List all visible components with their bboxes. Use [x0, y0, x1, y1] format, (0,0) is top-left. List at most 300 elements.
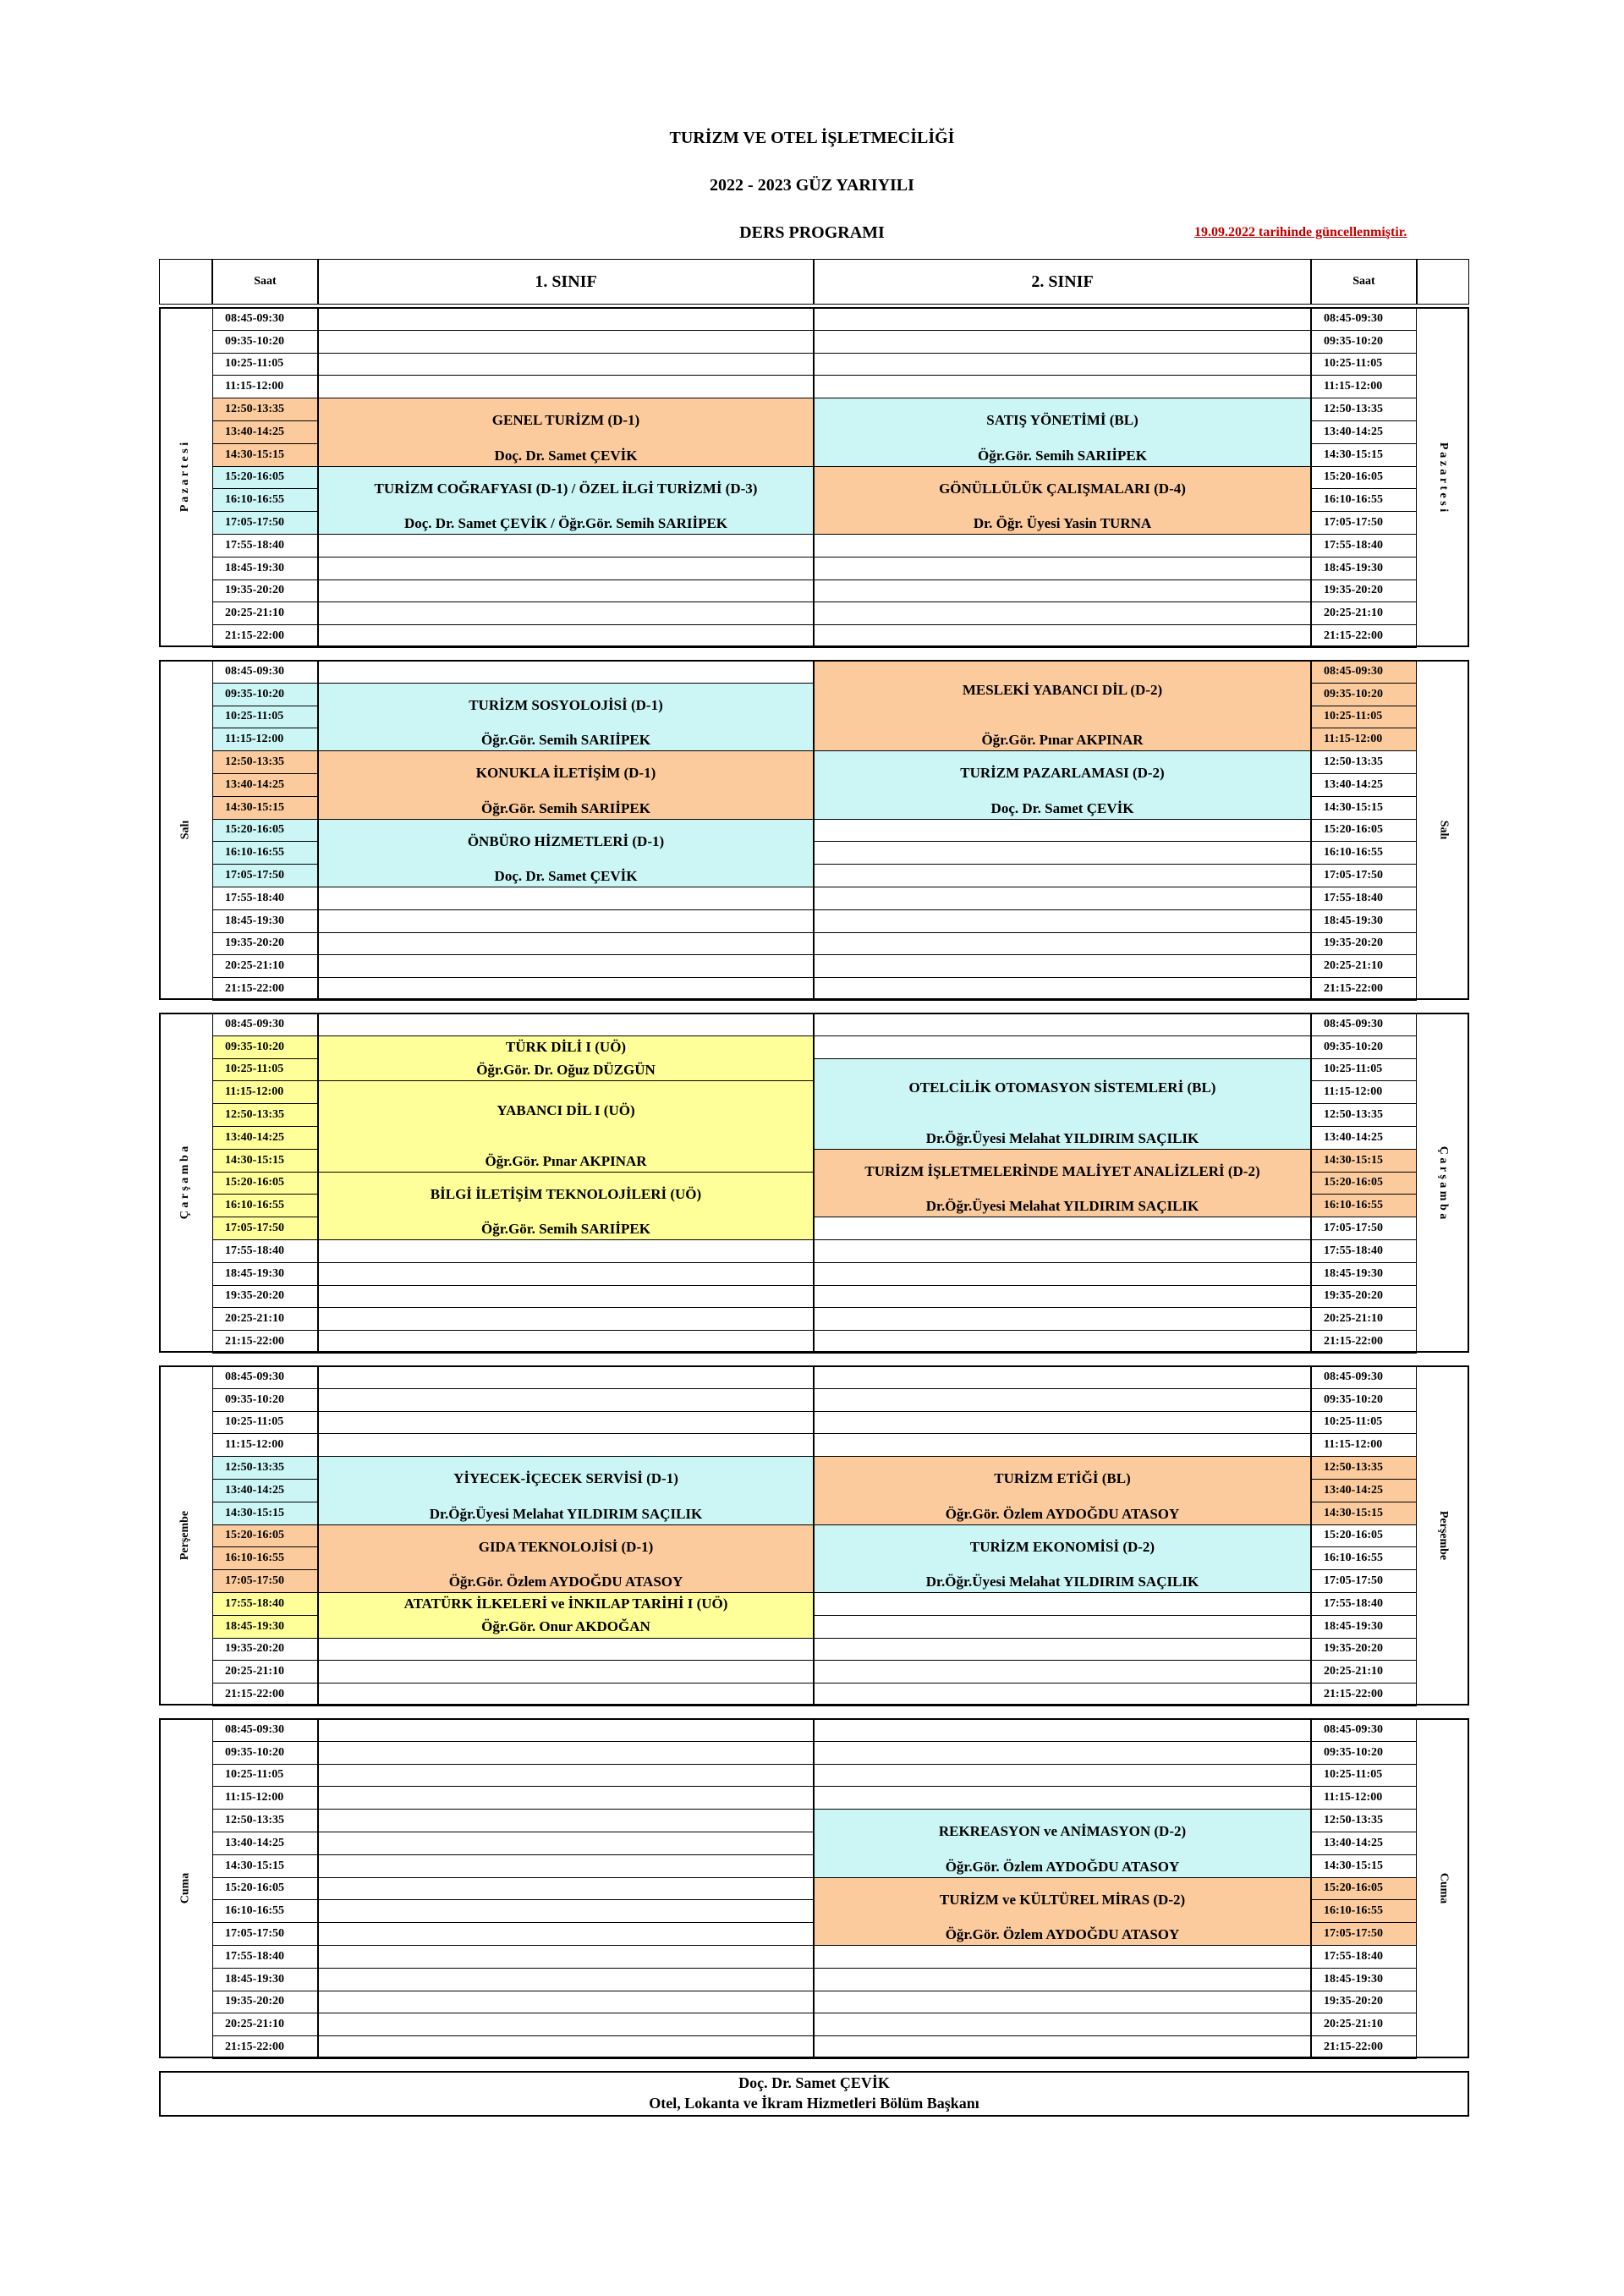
- course-block: [814, 1809, 1311, 1877]
- time-slot-right: 18:45-19:30: [1311, 1262, 1417, 1286]
- time-slot-left: 20:25-21:10: [212, 1307, 318, 1331]
- course-block: [318, 466, 814, 535]
- empty-cell: [318, 1411, 814, 1435]
- day-name: P a z a r t e s i: [178, 442, 192, 513]
- empty-cell: [814, 1217, 1311, 1240]
- time-slot-left: 17:55-18:40: [212, 534, 318, 558]
- time-slot-right: 17:55-18:40: [1311, 1239, 1417, 1263]
- time-slot-right: 17:05-17:50: [1311, 511, 1417, 535]
- empty-cell: [318, 601, 814, 625]
- empty-cell: [814, 557, 1311, 580]
- empty-cell: [814, 977, 1311, 1001]
- time-slot-right: 21:15-22:00: [1311, 977, 1417, 1001]
- time-slot-left: 15:20-16:05: [212, 1524, 318, 1548]
- course-block: [318, 1524, 814, 1593]
- time-slot-left: 17:55-18:40: [212, 1945, 318, 1969]
- time-slot-left: 09:35-10:20: [212, 683, 318, 706]
- signatory-name: Doç. Dr. Samet ÇEVİK: [738, 2074, 890, 2091]
- empty-cell: [814, 330, 1311, 354]
- empty-cell: [318, 1854, 814, 1878]
- day-name: Ç a r ş a m b a: [1437, 1145, 1450, 1220]
- empty-cell: [814, 1285, 1311, 1309]
- time-slot-right: 10:25-11:05: [1311, 1764, 1417, 1788]
- day-label-left: [159, 1718, 212, 2058]
- time-slot-left: 17:05-17:50: [212, 511, 318, 535]
- empty-cell: [814, 1239, 1311, 1263]
- empty-cell: [814, 841, 1311, 865]
- empty-cell: [814, 1433, 1311, 1457]
- time-slot-left: 14:30-15:15: [212, 1149, 318, 1173]
- day-name: Cuma: [178, 1872, 192, 1904]
- time-slot-left: 16:10-16:55: [212, 1899, 318, 1923]
- empty-cell: [318, 330, 814, 354]
- course-instructor: Öğr.Gör. Özlem AYDOĞDU ATASOY: [945, 1926, 1180, 1943]
- course-name: TURİZM COĞRAFYASI (D-1) / ÖZEL İLGİ TURİZMİ (D-3): [374, 480, 758, 497]
- course-instructor: Öğr.Gör. Pınar AKPINAR: [485, 1152, 647, 1169]
- course-instructor: Öğr.Gör. Özlem AYDOĞDU ATASOY: [945, 1858, 1180, 1875]
- empty-cell: [814, 1741, 1311, 1765]
- time-slot-left: 17:05-17:50: [212, 1922, 318, 1946]
- time-slot-right: 12:50-13:35: [1311, 750, 1417, 774]
- empty-cell: [814, 353, 1311, 376]
- time-slot-right: 11:15-12:00: [1311, 1433, 1417, 1457]
- time-slot-left: 21:15-22:00: [212, 977, 318, 1001]
- header-class-2: 2. SINIF: [814, 259, 1311, 305]
- day-name: Perşembe: [1437, 1510, 1450, 1561]
- header-saat-right: Saat: [1311, 259, 1417, 305]
- time-slot-right: 18:45-19:30: [1311, 557, 1417, 580]
- time-slot-right: 21:15-22:00: [1311, 2035, 1417, 2059]
- time-slot-left: 13:40-14:25: [212, 1479, 318, 1502]
- time-slot-left: 13:40-14:25: [212, 773, 318, 797]
- time-slot-right: 20:25-21:10: [1311, 1307, 1417, 1331]
- time-slot-right: 13:40-14:25: [1311, 1126, 1417, 1150]
- course-block: [814, 1456, 1311, 1524]
- empty-cell: [814, 1638, 1311, 1662]
- time-slot-left: 17:55-18:40: [212, 1239, 318, 1263]
- empty-cell: [814, 579, 1311, 603]
- empty-cell: [318, 1638, 814, 1662]
- time-slot-left: 20:25-21:10: [212, 1660, 318, 1684]
- empty-cell: [318, 1365, 814, 1389]
- course-name: OTELCİLİK OTOMASYON SİSTEMLERİ (BL): [908, 1079, 1216, 1096]
- day-label-left: [159, 1013, 212, 1353]
- time-slot-left: 17:55-18:40: [212, 887, 318, 910]
- time-slot-left: 14:30-15:15: [212, 1854, 318, 1878]
- day-label-right: [1417, 660, 1469, 1000]
- time-slot-right: 16:10-16:55: [1311, 488, 1417, 512]
- time-slot-right: 17:55-18:40: [1311, 1592, 1417, 1616]
- time-slot-right: 17:05-17:50: [1311, 1922, 1417, 1946]
- time-slot-right: 13:40-14:25: [1311, 1479, 1417, 1502]
- time-slot-right: 15:20-16:05: [1311, 819, 1417, 843]
- time-slot-left: 16:10-16:55: [212, 488, 318, 512]
- time-slot-left: 11:15-12:00: [212, 728, 318, 751]
- empty-cell: [318, 660, 814, 684]
- time-slot-left: 19:35-20:20: [212, 1638, 318, 1662]
- course-instructor: Öğr.Gör. Semih SARIİPEK: [481, 1221, 650, 1238]
- day-name: Salı: [1436, 820, 1450, 840]
- course-name: TURİZM PAZARLAMASI (D-2): [960, 765, 1165, 782]
- course-name: TURİZM EKONOMİSİ (D-2): [969, 1538, 1155, 1555]
- empty-cell: [318, 557, 814, 580]
- course-block: [814, 1149, 1311, 1217]
- time-slot-right: 13:40-14:25: [1311, 773, 1417, 797]
- time-slot-left: 10:25-11:05: [212, 1058, 318, 1082]
- time-slot-left: 20:25-21:10: [212, 2013, 318, 2036]
- empty-cell: [318, 353, 814, 376]
- course-block: [318, 683, 814, 751]
- day-label-right: [1417, 307, 1469, 647]
- course-name: GIDA TEKNOLOJİSİ (D-1): [478, 1538, 654, 1555]
- time-slot-right: 08:45-09:30: [1311, 1365, 1417, 1389]
- time-slot-right: 15:20-16:05: [1311, 1877, 1417, 1901]
- time-slot-left: 12:50-13:35: [212, 750, 318, 774]
- time-slot-left: 08:45-09:30: [212, 1718, 318, 1742]
- empty-cell: [814, 819, 1311, 843]
- course-block: [318, 1456, 814, 1524]
- empty-cell: [814, 1035, 1311, 1059]
- course-instructor: Doç. Dr. Samet ÇEVİK: [494, 868, 638, 885]
- empty-cell: [318, 977, 814, 1001]
- course-name: REKREASYON ve ANİMASYON (D-2): [938, 1823, 1187, 1840]
- time-slot-left: 21:15-22:00: [212, 1330, 318, 1354]
- time-slot-left: 18:45-19:30: [212, 1262, 318, 1286]
- course-instructor: Öğr.Gör. Özlem AYDOĞDU ATASOY: [448, 1574, 683, 1590]
- empty-cell: [814, 307, 1311, 331]
- empty-cell: [814, 1615, 1311, 1639]
- empty-cell: [814, 624, 1311, 648]
- course-instructor: Dr. Öğr. Üyesi Yasin TURNA: [973, 515, 1152, 532]
- day-label-right: [1417, 1718, 1469, 2058]
- empty-cell: [318, 1786, 814, 1810]
- course-block: [814, 660, 1311, 751]
- time-slot-left: 20:25-21:10: [212, 601, 318, 625]
- time-slot-left: 10:25-11:05: [212, 1764, 318, 1788]
- time-slot-right: 20:25-21:10: [1311, 601, 1417, 625]
- empty-cell: [318, 1307, 814, 1331]
- empty-cell: [318, 1968, 814, 1991]
- day-label-left: [159, 1365, 212, 1706]
- day-label-right: [1417, 1013, 1469, 1353]
- course-block: [318, 1592, 814, 1639]
- time-slot-right: 16:10-16:55: [1311, 1899, 1417, 1923]
- course-name: SATIŞ YÖNETİMİ (BL): [986, 412, 1138, 429]
- course-instructor: Öğr.Gör. Semih SARIİPEK: [481, 732, 650, 749]
- term-title: 2022 - 2023 GÜZ YARIYILI: [710, 176, 914, 195]
- empty-cell: [814, 1786, 1311, 1810]
- time-slot-right: 14:30-15:15: [1311, 443, 1417, 467]
- empty-cell: [814, 1991, 1311, 2014]
- course-block: [318, 750, 814, 819]
- time-slot-left: 15:20-16:05: [212, 1877, 318, 1901]
- empty-cell: [318, 2035, 814, 2059]
- empty-cell: [318, 624, 814, 648]
- updated-note: 19.09.2022 tarihinde güncellenmiştir.: [1194, 225, 1407, 239]
- time-slot-right: 14:30-15:15: [1311, 1854, 1417, 1878]
- course-instructor: Öğr.Gör. Pınar AKPINAR: [981, 732, 1144, 749]
- time-slot-left: 18:45-19:30: [212, 909, 318, 933]
- empty-cell: [814, 1660, 1311, 1684]
- course-block: [318, 1172, 814, 1240]
- course-block: [318, 1080, 814, 1172]
- empty-cell: [318, 1388, 814, 1412]
- time-slot-left: 10:25-11:05: [212, 353, 318, 376]
- time-slot-right: 19:35-20:20: [1311, 579, 1417, 603]
- time-slot-right: 12:50-13:35: [1311, 1809, 1417, 1832]
- course-instructor: Öğr.Gör. Semih SARIİPEK: [481, 799, 650, 816]
- time-slot-right: 11:15-12:00: [1311, 728, 1417, 751]
- time-slot-left: 21:15-22:00: [212, 624, 318, 648]
- time-slot-left: 14:30-15:15: [212, 443, 318, 467]
- course-name: TURİZM İŞLETMELERİNDE MALİYET ANALİZLERİ (D-2): [864, 1162, 1260, 1179]
- time-slot-right: 20:25-21:10: [1311, 954, 1417, 978]
- time-slot-right: 14:30-15:15: [1311, 796, 1417, 820]
- course-name: TURİZM SOSYOLOJİSİ (D-1): [469, 696, 663, 713]
- course-instructor: Öğr.Gör. Dr. Oğuz DÜZGÜN: [476, 1061, 656, 1078]
- time-slot-right: 18:45-19:30: [1311, 909, 1417, 933]
- time-slot-right: 10:25-11:05: [1311, 706, 1417, 729]
- time-slot-right: 08:45-09:30: [1311, 1718, 1417, 1742]
- time-slot-right: 16:10-16:55: [1311, 1546, 1417, 1570]
- course-name: MESLEKİ YABANCI DİL (D-2): [962, 681, 1163, 698]
- time-slot-right: 19:35-20:20: [1311, 1285, 1417, 1309]
- empty-cell: [318, 887, 814, 910]
- empty-cell: [318, 1433, 814, 1457]
- course-instructor: Doç. Dr. Samet ÇEVİK: [990, 799, 1134, 816]
- time-slot-left: 16:10-16:55: [212, 1546, 318, 1570]
- time-slot-left: 18:45-19:30: [212, 1615, 318, 1639]
- time-slot-left: 15:20-16:05: [212, 819, 318, 843]
- time-slot-left: 12:50-13:35: [212, 1809, 318, 1832]
- time-slot-right: 19:35-20:20: [1311, 1991, 1417, 2014]
- empty-cell: [814, 954, 1311, 978]
- header-saat-left: Saat: [212, 259, 318, 305]
- day-name: Ç a r ş a m b a: [178, 1145, 192, 1220]
- course-block: [814, 750, 1311, 819]
- time-slot-right: 17:55-18:40: [1311, 534, 1417, 558]
- course-instructor: Dr.Öğr.Üyesi Melahat YILDIRIM SAÇILIK: [925, 1574, 1199, 1590]
- course-block: [318, 1035, 814, 1082]
- time-slot-left: 14:30-15:15: [212, 796, 318, 820]
- course-block: [318, 398, 814, 466]
- time-slot-right: 18:45-19:30: [1311, 1968, 1417, 1991]
- course-name: ÖNBÜRO HİZMETLERİ (D-1): [467, 832, 665, 849]
- time-slot-right: 17:05-17:50: [1311, 1217, 1417, 1240]
- time-slot-left: 11:15-12:00: [212, 1786, 318, 1810]
- course-instructor: Doç. Dr. Samet ÇEVİK: [494, 447, 638, 464]
- empty-cell: [814, 909, 1311, 933]
- empty-cell: [318, 954, 814, 978]
- time-slot-right: 17:05-17:50: [1311, 864, 1417, 887]
- time-slot-left: 21:15-22:00: [212, 2035, 318, 2059]
- empty-cell: [318, 307, 814, 331]
- time-slot-right: 11:15-12:00: [1311, 375, 1417, 398]
- time-slot-right: 11:15-12:00: [1311, 1080, 1417, 1104]
- empty-cell: [318, 1660, 814, 1684]
- course-name: GÖNÜLLÜLÜK ÇALIŞMALARI (D-4): [939, 480, 1186, 497]
- time-slot-left: 19:35-20:20: [212, 1285, 318, 1309]
- time-slot-left: 18:45-19:30: [212, 557, 318, 580]
- time-slot-left: 11:15-12:00: [212, 1433, 318, 1457]
- time-slot-left: 08:45-09:30: [212, 307, 318, 331]
- department-title: TURİZM VE OTEL İŞLETMECİLİĞİ: [669, 129, 955, 147]
- time-slot-right: 12:50-13:35: [1311, 398, 1417, 421]
- header-corner-left: [159, 259, 212, 305]
- time-slot-left: 09:35-10:20: [212, 1035, 318, 1059]
- course-instructor: Dr.Öğr.Üyesi Melahat YILDIRIM SAÇILIK: [429, 1505, 703, 1522]
- time-slot-left: 08:45-09:30: [212, 660, 318, 684]
- time-slot-right: 10:25-11:05: [1311, 1058, 1417, 1082]
- time-slot-left: 14:30-15:15: [212, 1502, 318, 1525]
- empty-cell: [814, 2035, 1311, 2059]
- empty-cell: [318, 1832, 814, 1855]
- course-instructor: Öğr.Gör. Semih SARIİPEK: [978, 447, 1147, 464]
- empty-cell: [814, 534, 1311, 558]
- time-slot-left: 17:55-18:40: [212, 1592, 318, 1616]
- course-instructor: Öğr.Gör. Onur AKDOĞAN: [481, 1618, 650, 1634]
- header-corner-right: [1417, 259, 1469, 305]
- time-slot-right: 09:35-10:20: [1311, 1388, 1417, 1412]
- empty-cell: [814, 1764, 1311, 1788]
- time-slot-right: 21:15-22:00: [1311, 1683, 1417, 1706]
- course-name: KONUKLA İLETİŞİM (D-1): [475, 765, 656, 782]
- empty-cell: [814, 932, 1311, 956]
- course-name: TURİZM ve KÜLTÜREL MİRAS (D-2): [939, 1891, 1186, 1908]
- time-slot-left: 19:35-20:20: [212, 1991, 318, 2014]
- header-class-1: 1. SINIF: [318, 259, 814, 305]
- time-slot-left: 13:40-14:25: [212, 420, 318, 444]
- empty-cell: [318, 1945, 814, 1969]
- time-slot-left: 12:50-13:35: [212, 398, 318, 421]
- time-slot-right: 09:35-10:20: [1311, 1035, 1417, 1059]
- course-name: ATATÜRK İLKELERİ ve İNKILAP TARİHİ I (UÖ): [403, 1596, 728, 1612]
- course-name: YİYECEK-İÇECEK SERVİSİ (D-1): [453, 1470, 678, 1487]
- empty-cell: [814, 1307, 1311, 1331]
- time-slot-left: 15:20-16:05: [212, 466, 318, 490]
- empty-cell: [318, 1718, 814, 1742]
- document-title: DERS PROGRAMI: [739, 223, 885, 242]
- time-slot-left: 09:35-10:20: [212, 330, 318, 354]
- empty-cell: [814, 1365, 1311, 1389]
- empty-cell: [318, 1330, 814, 1354]
- time-slot-left: 08:45-09:30: [212, 1365, 318, 1389]
- time-slot-right: 16:10-16:55: [1311, 841, 1417, 865]
- time-slot-right: 20:25-21:10: [1311, 2013, 1417, 2036]
- empty-cell: [318, 1764, 814, 1788]
- empty-cell: [814, 1330, 1311, 1354]
- time-slot-right: 13:40-14:25: [1311, 420, 1417, 444]
- course-block: [814, 466, 1311, 535]
- time-slot-right: 15:20-16:05: [1311, 1172, 1417, 1195]
- time-slot-left: 12:50-13:35: [212, 1456, 318, 1480]
- empty-cell: [318, 1991, 814, 2014]
- time-slot-right: 15:20-16:05: [1311, 1524, 1417, 1548]
- time-slot-left: 17:05-17:50: [212, 864, 318, 887]
- empty-cell: [814, 375, 1311, 398]
- time-slot-left: 12:50-13:35: [212, 1103, 318, 1127]
- empty-cell: [814, 1945, 1311, 1969]
- time-slot-right: 09:35-10:20: [1311, 330, 1417, 354]
- course-block: [814, 1058, 1311, 1150]
- time-slot-left: 10:25-11:05: [212, 1411, 318, 1435]
- time-slot-left: 19:35-20:20: [212, 579, 318, 603]
- time-slot-right: 21:15-22:00: [1311, 1330, 1417, 1354]
- time-slot-left: 11:15-12:00: [212, 1080, 318, 1104]
- course-name: GENEL TURİZM (D-1): [491, 412, 640, 429]
- course-instructor: Dr.Öğr.Üyesi Melahat YILDIRIM SAÇILIK: [925, 1129, 1199, 1146]
- time-slot-left: 18:45-19:30: [212, 1968, 318, 1991]
- signature-box: [159, 2071, 1469, 2117]
- time-slot-right: 21:15-22:00: [1311, 624, 1417, 648]
- time-slot-right: 14:30-15:15: [1311, 1149, 1417, 1173]
- time-slot-left: 21:15-22:00: [212, 1683, 318, 1706]
- time-slot-right: 17:55-18:40: [1311, 1945, 1417, 1969]
- empty-cell: [814, 1262, 1311, 1286]
- time-slot-right: 09:35-10:20: [1311, 1741, 1417, 1765]
- empty-cell: [318, 375, 814, 398]
- empty-cell: [318, 579, 814, 603]
- time-slot-left: 13:40-14:25: [212, 1832, 318, 1855]
- time-slot-right: 20:25-21:10: [1311, 1660, 1417, 1684]
- course-name: TURİZM ETİĞİ (BL): [994, 1470, 1131, 1487]
- time-slot-left: 09:35-10:20: [212, 1741, 318, 1765]
- empty-cell: [814, 864, 1311, 887]
- day-name: P a z a r t e s i: [1437, 442, 1451, 513]
- course-instructor: Dr.Öğr.Üyesi Melahat YILDIRIM SAÇILIK: [925, 1198, 1199, 1215]
- time-slot-right: 13:40-14:25: [1311, 1832, 1417, 1855]
- empty-cell: [318, 1285, 814, 1309]
- course-instructor: Doç. Dr. Samet ÇEVİK / Öğr.Gör. Semih SARIİPEK: [403, 515, 728, 532]
- course-block: [814, 1877, 1311, 1946]
- course-name: BİLGİ İLETİŞİM TEKNOLOJİLERİ (UÖ): [430, 1185, 702, 1202]
- empty-cell: [814, 2013, 1311, 2036]
- time-slot-left: 16:10-16:55: [212, 1194, 318, 1217]
- day-label-left: [159, 307, 212, 647]
- course-block: [318, 819, 814, 887]
- time-slot-right: 08:45-09:30: [1311, 307, 1417, 331]
- empty-cell: [814, 1683, 1311, 1706]
- empty-cell: [318, 2013, 814, 2036]
- course-block: [814, 398, 1311, 466]
- day-name: Perşembe: [178, 1510, 192, 1561]
- course-instructor: Öğr.Gör. Özlem AYDOĞDU ATASOY: [945, 1505, 1180, 1522]
- course-name: YABANCI DİL I (UÖ): [497, 1102, 635, 1118]
- empty-cell: [814, 1411, 1311, 1435]
- time-slot-right: 17:55-18:40: [1311, 887, 1417, 910]
- empty-cell: [318, 1899, 814, 1923]
- time-slot-left: 20:25-21:10: [212, 954, 318, 978]
- time-slot-right: 15:20-16:05: [1311, 466, 1417, 490]
- time-slot-right: 19:35-20:20: [1311, 932, 1417, 956]
- empty-cell: [318, 1262, 814, 1286]
- empty-cell: [814, 887, 1311, 910]
- course-block: [814, 1524, 1311, 1593]
- time-slot-left: 13:40-14:25: [212, 1126, 318, 1150]
- empty-cell: [318, 1922, 814, 1946]
- time-slot-right: 18:45-19:30: [1311, 1615, 1417, 1639]
- empty-cell: [318, 1239, 814, 1263]
- time-slot-left: 17:05-17:50: [212, 1217, 318, 1240]
- day-name: Salı: [178, 820, 192, 840]
- course-name: TÜRK DİLİ I (UÖ): [505, 1038, 627, 1055]
- time-slot-left: 08:45-09:30: [212, 1013, 318, 1036]
- day-name: Cuma: [1437, 1872, 1450, 1904]
- empty-cell: [814, 601, 1311, 625]
- signatory-role: Otel, Lokanta ve İkram Hizmetleri Bölüm Başkanı: [649, 2095, 979, 2112]
- time-slot-right: 08:45-09:30: [1311, 660, 1417, 684]
- empty-cell: [814, 1718, 1311, 1742]
